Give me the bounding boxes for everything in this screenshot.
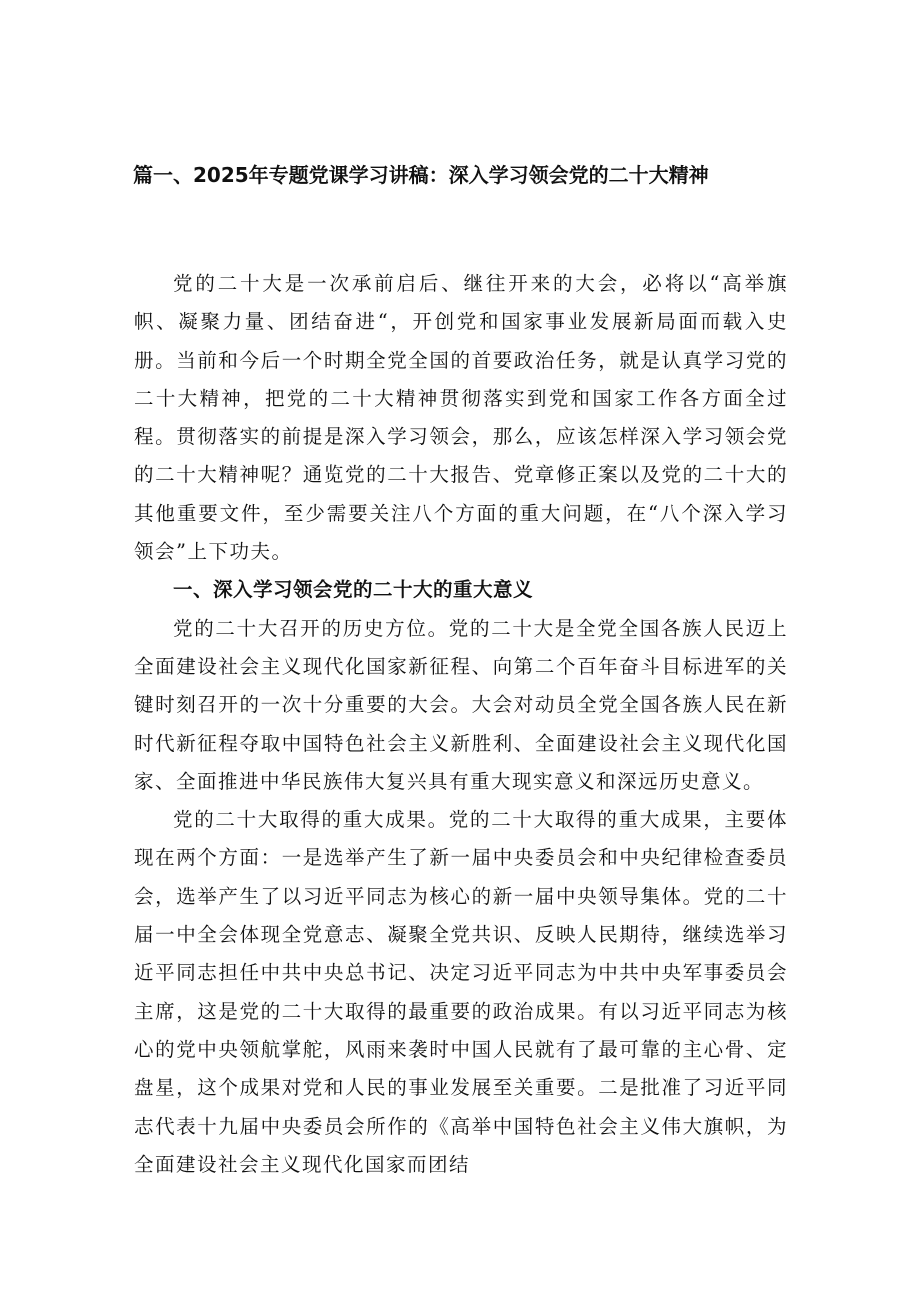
document-title: 篇一、2025年专题党课学习讲稿：深入学习领会党的二十大精神 [133,163,709,187]
document-body [134,265,788,1184]
body-paragraph: 党的二十大召开的历史方位。党的二十大是全党全国各族人民迈上全面建设社会主义现代化国家新征程、向第二个百年奋斗目标进军的关键时刻召开的一次十分重要的大会。大会对动员全党全国各族人民在新时代新征程夺取中国特色社会主义新胜利、全面建设社会主义现代化国家、全面推进中华民族伟大复兴具有重大现实意义和深远历史意义。 [134,616,788,793]
intro-paragraph: 党的二十大是一次承前启后、继往开来的大会，必将以“高举旗帜、凝聚力量、团结奋进“，开创党和国家事业发展新局面而载入史册。当前和今后一个时期全党全国的首要政治任务，就是认真学习党的二十大精神，把党的二十大精神贯彻落实到党和国家工作各方面全过程。贯彻落实的前提是深入学习领会，那么，应该怎样深入学习领会党的二十大精神呢？通览党的二十大报告、党章修正案以及党的二十大的其他重要文件，至少需要关注八个方面的重大问题，在“八个深入学习领会”上下功夫。 [134,272,788,564]
body-paragraph: 党的二十大取得的重大成果。党的二十大取得的重大成果，主要体现在两个方面：一是选举产生了新一届中央委员会和中央纪律检查委员会，选举产生了以习近平同志为核心的新一届中央领导集体。党的二十届一中全会体现全党意志、凝聚全党共识、反映人民期待，继续选举习近平同志担任中共中央总书记、决定习近平同志为中共中央军事委员会主席，这是党的二十大取得的最重要的政治成果。有以习近平同志为核心的党中央领航掌舵，风雨来袭时中国人民就有了最可靠的主心骨、定盘星，这个成果对党和人民的事业发展至关重要。二是批准了习近平同志代表十九届中央委员会所作的《高举中国特色社会主义伟大旗帜，为全面建设社会主义现代化国家而团结 [134,808,788,1176]
section-heading: 一、深入学习领会党的二十大的重大意义 [173,578,534,602]
